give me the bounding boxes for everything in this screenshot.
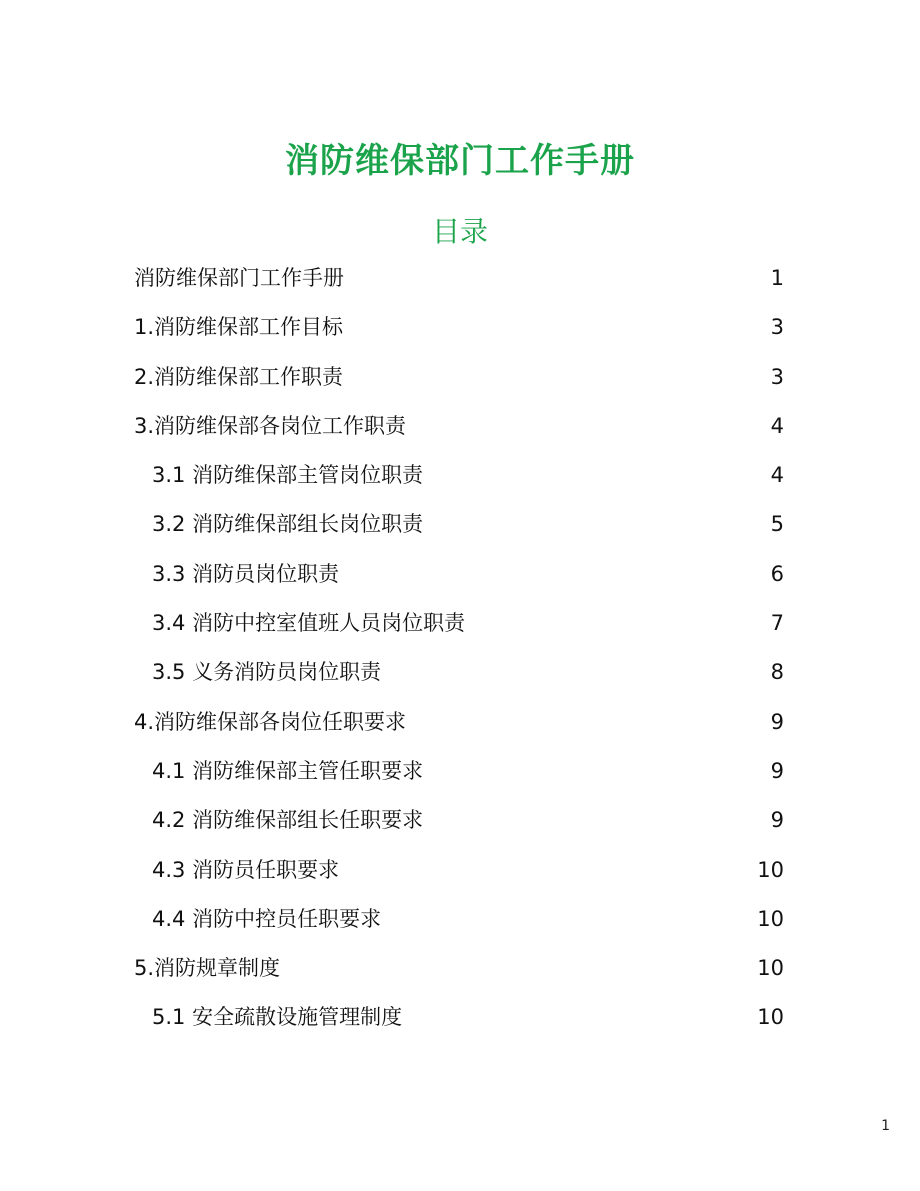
toc-entry-page: 10 [757,857,784,882]
toc-entry-title: 4.3 消防员任职要求 [152,857,340,882]
document-title: 消防维保部门工作手册 [285,141,635,181]
toc-entry-page: 7 [770,611,784,636]
toc-entry[interactable] [134,500,784,549]
toc-dot-leader [282,954,755,975]
toc-entry[interactable] [134,599,784,648]
toc-dot-leader [408,708,769,729]
toc-entry-page: 1 [770,266,784,290]
toc-entry-title: 3.消防维保部各岗位工作职责 [134,413,407,438]
toc-entry-page: 10 [757,906,784,931]
toc-entry-page: 9 [770,709,784,734]
toc-entry[interactable] [134,648,784,697]
toc-entry-page: 8 [770,660,784,685]
toc-entry-page: 3 [770,364,784,389]
toc-entry-page: 6 [770,561,784,586]
toc-entry[interactable] [134,944,784,993]
toc-entry-title: 3.3 消防员岗位职责 [152,561,340,586]
toc-dot-leader [404,1003,755,1024]
toc-dot-leader [425,806,769,827]
toc-entry-title: 4.2 消防维保部组长任职要求 [152,808,424,833]
toc-entry-page: 9 [770,758,784,783]
toc-dot-leader [425,461,769,482]
toc-entry[interactable] [134,402,784,451]
toc-dot-leader [467,609,769,630]
toc-entry-title: 1.消防维保部工作目标 [134,315,344,340]
toc-entry-page: 9 [770,808,784,833]
toc-entry[interactable] [134,993,784,1042]
toc-entry-title: 消防维保部门工作手册 [134,266,344,290]
toc-entry[interactable] [134,895,784,944]
toc-entry-page: 10 [757,956,784,981]
toc-entry-title: 3.1 消防维保部主管岗位职责 [152,463,424,488]
toc-entry[interactable] [134,796,784,845]
toc-entry[interactable] [134,747,784,796]
toc-entry-title: 2.消防维保部工作职责 [134,364,344,389]
toc-entry[interactable] [134,451,784,500]
toc-entry-title: 5.1 安全疏散设施管理制度 [152,1005,403,1030]
toc-entry-page: 3 [770,315,784,340]
toc-entry-title: 4.4 消防中控员任职要求 [152,906,382,931]
toc-dot-leader [425,757,769,778]
toc-heading: 目录 [431,215,488,248]
table-of-contents [134,254,784,1043]
toc-entry-title: 4.消防维保部各岗位任职要求 [134,709,407,734]
toc-dot-leader [383,905,755,926]
toc-dot-leader [383,658,769,679]
toc-dot-leader [345,313,769,334]
toc-entry[interactable] [134,254,784,303]
toc-dot-leader [346,264,769,285]
toc-dot-leader [425,510,769,531]
toc-entry-page: 4 [770,413,784,438]
toc-dot-leader [408,412,769,433]
toc-entry[interactable] [134,550,784,599]
toc-entry-title: 3.4 消防中控室值班人员岗位职责 [152,611,466,636]
toc-entry-page: 10 [757,1005,784,1030]
toc-entry[interactable] [134,353,784,402]
toc-dot-leader [341,560,769,581]
toc-entry-page: 5 [770,512,784,537]
toc-entry-title: 4.1 消防维保部主管任职要求 [152,758,424,783]
page-number: 1 [881,1118,890,1134]
toc-entry-title: 3.2 消防维保部组长岗位职责 [152,512,424,537]
toc-entry[interactable] [134,698,784,747]
toc-entry[interactable] [134,303,784,352]
toc-dot-leader [341,856,755,877]
toc-dot-leader [345,363,769,384]
toc-entry-title: 5.消防规章制度 [134,956,281,981]
toc-entry-page: 4 [770,463,784,488]
toc-entry[interactable] [134,846,784,895]
toc-entry-title: 3.5 义务消防员岗位职责 [152,660,382,685]
